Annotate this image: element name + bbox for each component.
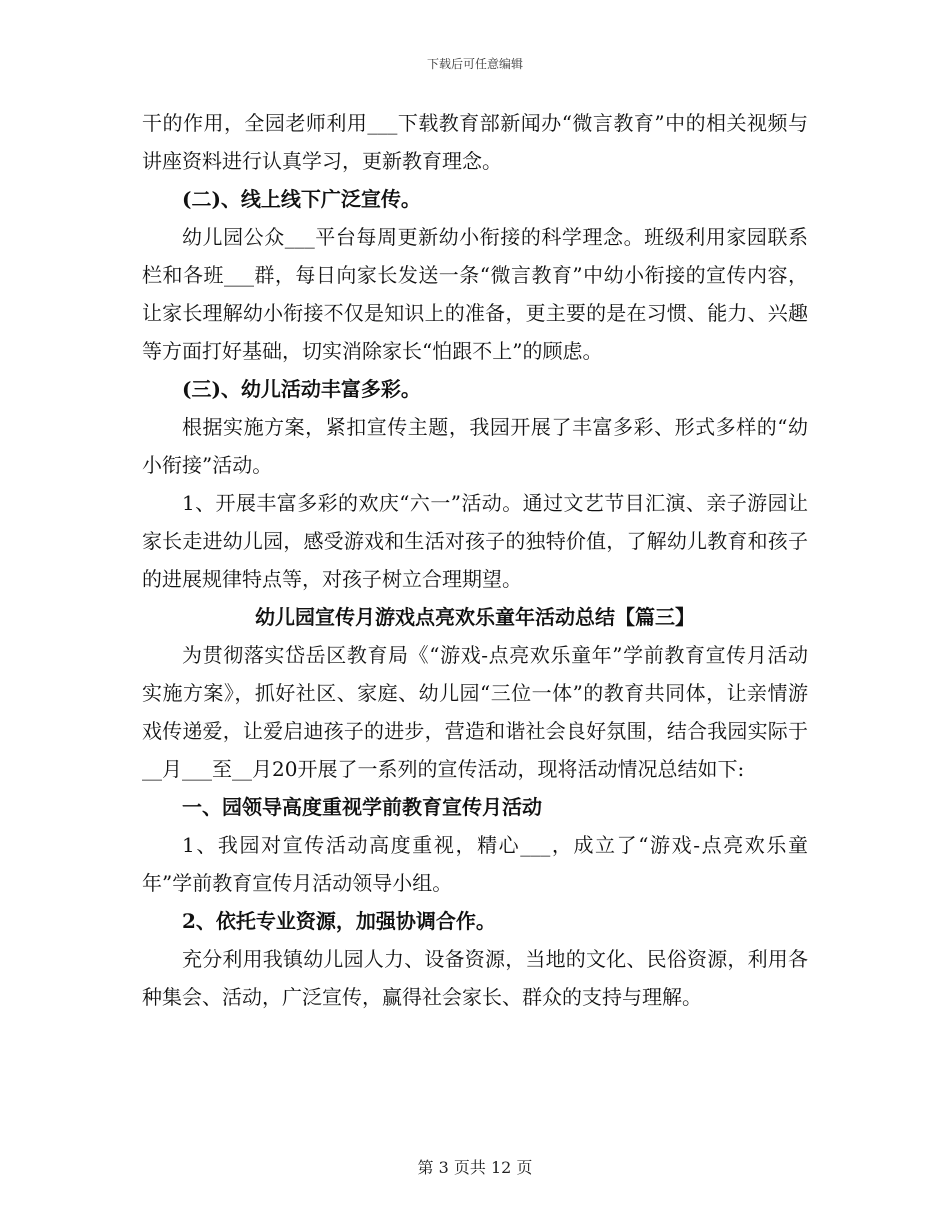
paragraph: 干的作用，全园老师利用___下载教育部新闻办“微言教育”中的相关视频与讲座资料进行认真学习，更新教育理念。: [142, 111, 808, 173]
section-heading: (三)、幼儿活动丰富多彩。: [182, 377, 421, 401]
section-heading: 一、园领导高度重视学前教育宣传月活动: [182, 795, 542, 819]
paragraph: 幼儿园公众___平台每周更新幼小衔接的科学理念。班级利用家园联系栏和各班___群，每日向家长发送一条“微言教育”中幼小衔接的宣传内容，让家长理解幼小衔接不仅是知识上的准备，更主要的是在习惯、能力、兴趣等方面打好基础，切实消除家长“怕跟不上”的顾虑。: [142, 225, 808, 363]
paragraph: 充分利用我镇幼儿园人力、设备资源，当地的文化、民俗资源，利用各种集会、活动，广泛宣传，赢得社会家长、群众的支持与理解。: [142, 947, 808, 1009]
paragraph: 1、我园对宣传活动高度重视，精心___，成立了“游戏-点亮欢乐童年”学前教育宣传月活动领导小组。: [142, 833, 808, 895]
paragraph: 为贯彻落实岱岳区教育局《“游戏-点亮欢乐童年”学前教育宣传月活动实施方案》，抓好社区、家庭、幼儿园“三位一体”的教育共同体，让亲情游戏传递爱，让爱启迪孩子的进步，营造和谐社会良好氛围，结合我园实际于__月___至__月20开展了一系列的宣传活动，现将活动情况总结如下:: [142, 643, 808, 781]
article-title: 幼儿园宣传月游戏点亮欢乐童年活动总结【篇三】: [255, 605, 695, 629]
paragraph: 根据实施方案，紧扣宣传主题，我园开展了丰富多彩、形式多样的“幼小衔接”活动。: [142, 415, 808, 477]
paragraph: 1、开展丰富多彩的欢庆“六一”活动。通过文艺节目汇演、亲子游园让家长走进幼儿园，感受游戏和生活对孩子的独特价值，了解幼儿教育和孩子的进展规律特点等，对孩子树立合理期望。: [142, 491, 808, 591]
page-footer: 第 3 页共 12 页: [417, 1158, 533, 1177]
page-header: 下载后可任意编辑: [426, 57, 523, 71]
section-heading: (二)、线上线下广泛宣传。: [182, 187, 421, 211]
section-heading: 2、依托专业资源，加强协调合作。: [182, 909, 496, 933]
document-body: [142, 104, 808, 1016]
